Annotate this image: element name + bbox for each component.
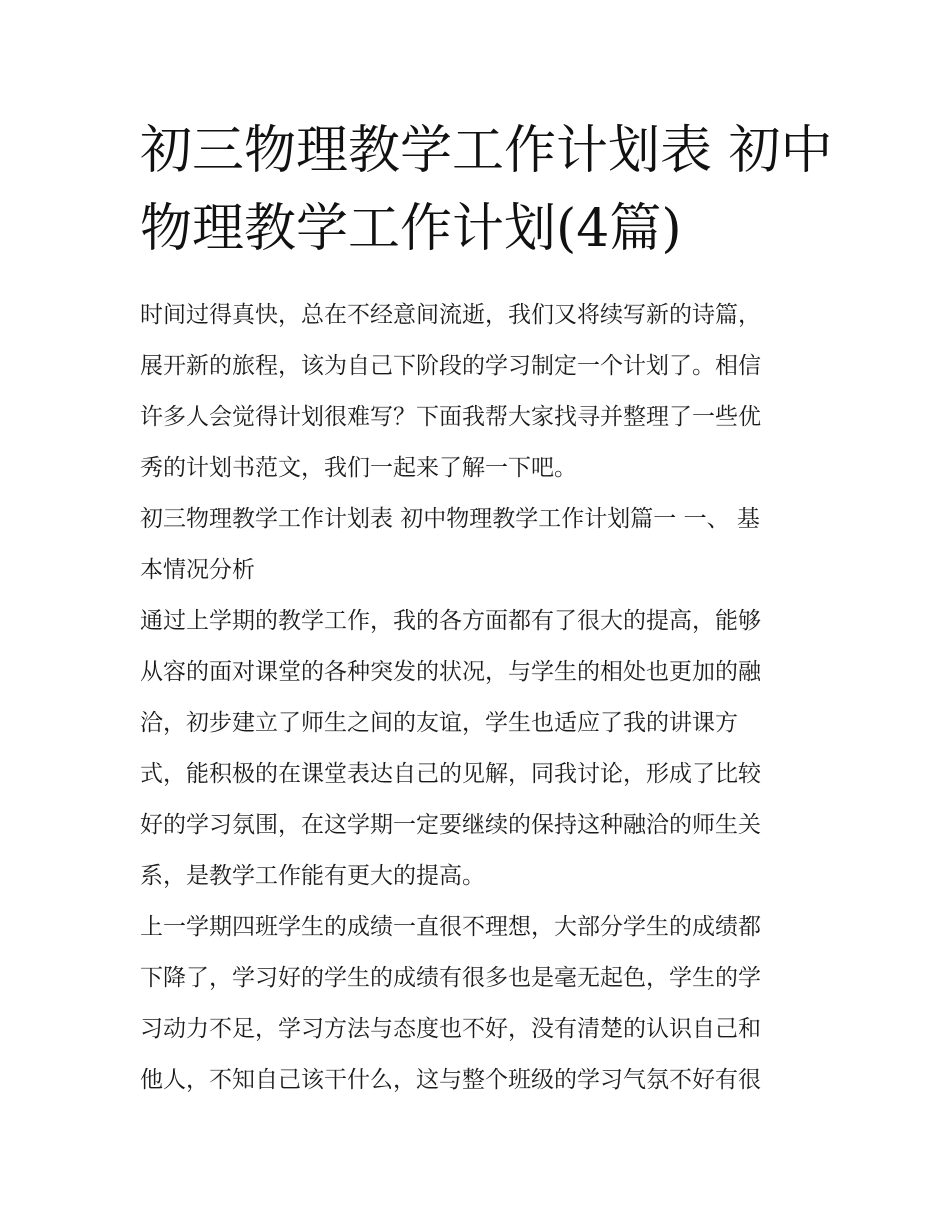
paragraph-line: 洽，初步建立了师生之间的友谊，学生也适应了我的讲课方 — [140, 710, 738, 736]
paragraph-line: 时间过得真快，总在不经意间流逝，我们又将续写新的诗篇， — [140, 302, 761, 328]
class-status-paragraph — [140, 902, 812, 1106]
paragraph-line: 系，是教学工作能有更大的提高。 — [140, 863, 485, 889]
paragraph-line: 从容的面对课堂的各种突发的状况，与学生的相处也更加的融 — [140, 659, 761, 685]
section-heading-paragraph — [140, 494, 812, 596]
body-text — [140, 290, 812, 1106]
paragraph-line: 式，能积极的在课堂表达自己的见解，同我讨论，形成了比较 — [140, 761, 761, 787]
title-line: 物理教学工作计划(4篇) — [140, 199, 682, 259]
intro-paragraph — [140, 290, 812, 494]
paragraph-line: 他人，不知自己该干什么，这与整个班级的学习气氛不好有很 — [140, 1067, 761, 1093]
paragraph-line: 许多人会觉得计划很难写？下面我帮大家找寻并整理了一些优 — [140, 404, 761, 430]
analysis-paragraph — [140, 596, 812, 902]
document-content — [140, 112, 833, 1106]
paragraph-line: 初三物理教学工作计划表 初中物理教学工作计划篇一 一、 基 — [140, 506, 760, 532]
paragraph-line: 本情况分析 — [140, 557, 255, 583]
paragraph-line: 秀的计划书范文，我们一起来了解一下吧。 — [140, 455, 577, 481]
paragraph-line: 好的学习氛围，在这学期一定要继续的保持这种融洽的师生关 — [140, 812, 761, 838]
title-line: 初三物理教学工作计划表 初中 — [140, 121, 833, 181]
paragraph-line: 习动力不足，学习方法与态度也不好，没有清楚的认识自己和 — [140, 1016, 761, 1042]
paragraph-line: 下降了，学习好的学生的成绩有很多也是毫无起色，学生的学 — [140, 965, 761, 991]
paragraph-line: 上一学期四班学生的成绩一直很不理想，大部分学生的成绩都 — [140, 914, 761, 940]
paragraph-line: 展开新的旅程，该为自己下阶段的学习制定一个计划了。相信 — [140, 353, 761, 379]
paragraph-line: 通过上学期的教学工作，我的各方面都有了很大的提高，能够 — [140, 608, 761, 634]
page-title — [140, 112, 833, 268]
